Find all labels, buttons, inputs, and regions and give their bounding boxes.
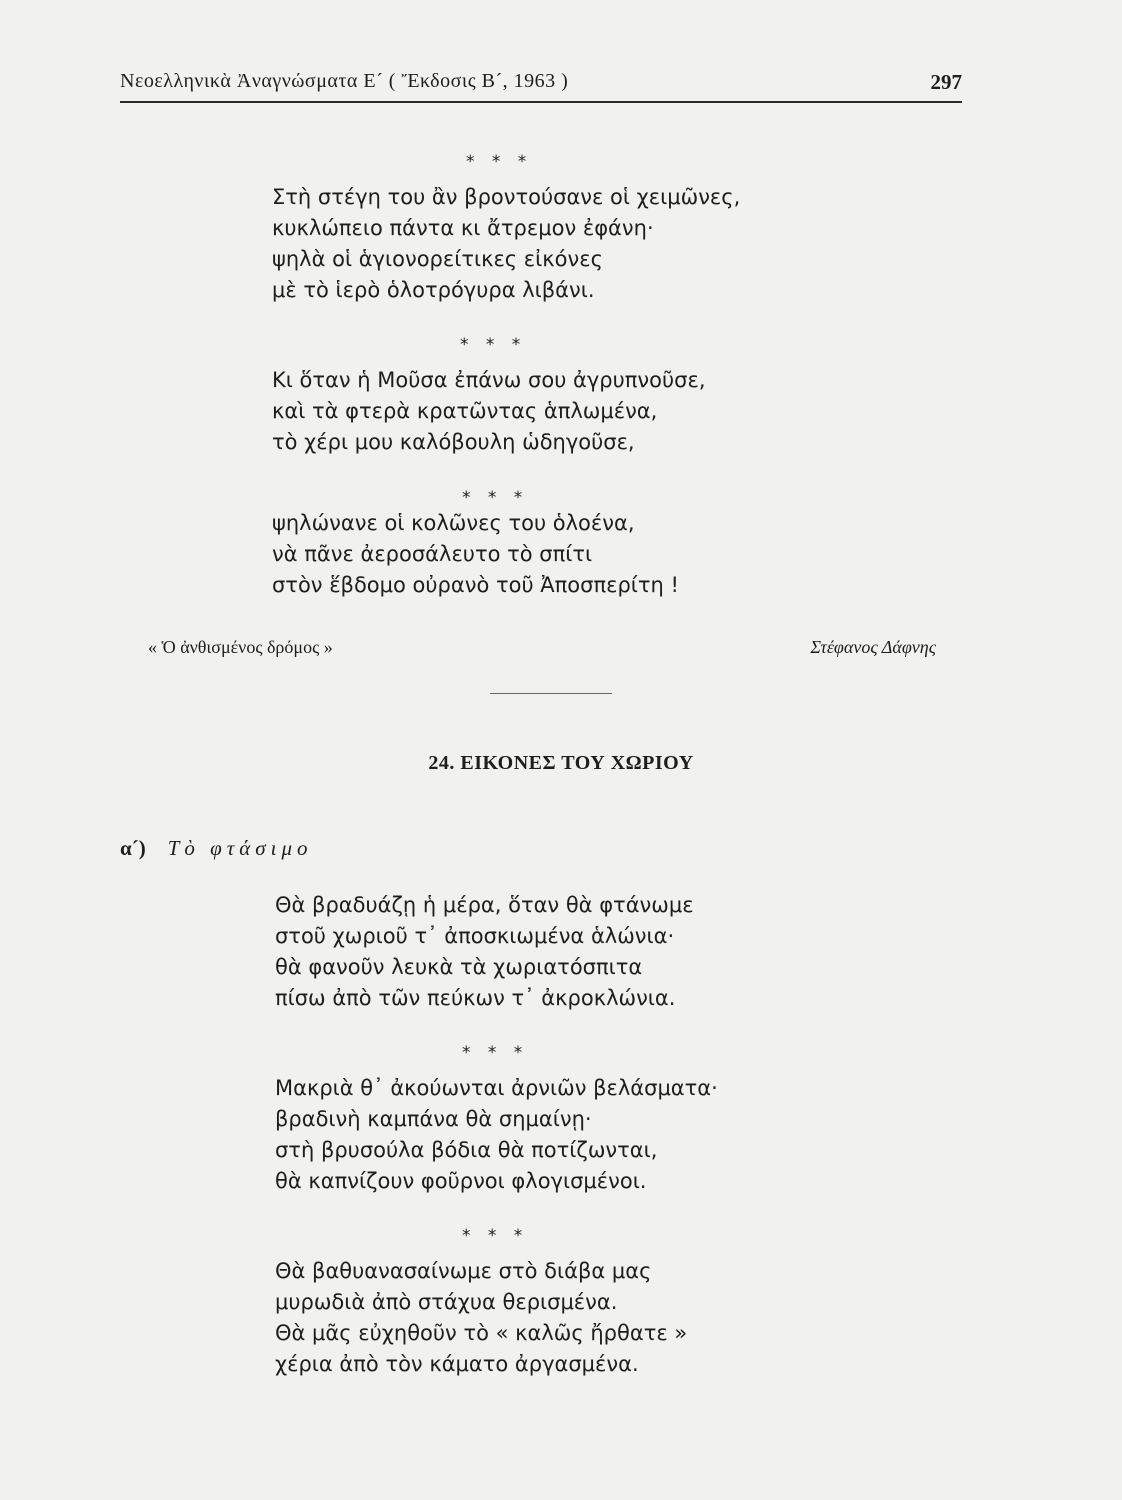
header-rule [120, 101, 962, 103]
verse-line: Κι ὅταν ἡ Μοῦσα ἐπάνω σου ἀγρυπνοῦσε, [272, 368, 706, 392]
verse-line: καὶ τὰ φτερὰ κρατῶντας ἁπλωμένα, [272, 399, 658, 423]
page-number: 297 [930, 70, 962, 94]
verse-line: μὲ τὸ ἱερὸ ὁλοτρόγυρα λιβάνι. [272, 278, 595, 302]
verse-line: Θὰ βραδυάζῃ ἡ μέρα, ὅταν θὰ φτάνωμε [275, 893, 694, 917]
verse-line: θὰ καπνίζουν φοῦρνοι φλογισμένοι. [275, 1169, 647, 1193]
book-title: Νεοελληνικὰ Ἀναγνώσματα Ε´ ( Ἔκδοσις Β´, 1963 ) [120, 70, 569, 92]
stanza [272, 365, 706, 458]
poem-author: Στέφανος Δάφνης [810, 637, 936, 657]
stanza-separator: * * * [462, 1043, 529, 1063]
verse-line: ψηλὰ οἱ ἁγιονορείτικες εἰκόνες [272, 247, 603, 271]
subsection-title: Τὸ φτάσιμο [167, 836, 313, 860]
verse-line: μυρωδιὰ ἀπὸ στάχυα θερισμένα. [275, 1290, 618, 1314]
verse-line: πίσω ἀπὸ τῶν πεύκων τ᾽ ἀκροκλώνια. [275, 986, 676, 1010]
subsection-heading [120, 836, 313, 861]
verse-line: νὰ πᾶνε ἀεροσάλευτο τὸ σπίτι [272, 542, 593, 566]
section-heading: 24. ΕΙΚΟΝΕΣ ΤΟΥ ΧΩΡΙΟΥ [428, 752, 694, 774]
stanza-separator: * * * [462, 1226, 529, 1246]
verse-line: στὸν ἕβδομο οὐρανὸ τοῦ Ἀποσπερίτη ! [272, 573, 679, 597]
verse-line: Στὴ στέγη του ἂν βροντούσανε οἱ χειμῶνες, [272, 185, 741, 209]
stanza [275, 1073, 718, 1197]
verse-line: Θὰ μᾶς εὐχηθοῦν τὸ « καλῶς ἤρθατε » [275, 1321, 688, 1345]
stanza-separator: * * * [462, 488, 529, 508]
poem-source: « Ὁ ἀνθισμένος δρόμος » [148, 637, 333, 657]
stanza [275, 890, 694, 1014]
verse-line: στὴ βρυσούλα βόδια θὰ ποτίζωνται, [275, 1138, 658, 1162]
stanza-separator: * * * [466, 152, 533, 172]
verse-line: χέρια ἀπὸ τὸν κάματο ἀργασμένα. [275, 1352, 639, 1376]
section-divider [490, 693, 612, 694]
stanza [275, 1256, 687, 1380]
verse-line: στοῦ χωριοῦ τ᾽ ἀποσκιωμένα ἁλώνια· [275, 924, 675, 948]
verse-line: ψηλώνανε οἱ κολῶνες του ὁλοένα, [272, 511, 635, 535]
stanza [272, 182, 740, 306]
verse-line: βραδινὴ καμπάνα θὰ σημαίνῃ· [275, 1107, 592, 1131]
stanza [272, 508, 679, 601]
verse-line: Θὰ βαθυανασαίνωμε στὸ διάβα μας [275, 1259, 652, 1283]
verse-line: κυκλώπειο πάντα κι ἄτρεμον ἐφάνη· [272, 216, 654, 240]
page-header [120, 70, 962, 100]
verse-line: τὸ χέρι μου καλόβουλη ὡδηγοῦσε, [272, 430, 635, 454]
verse-line: Μακριὰ θ᾽ ἀκούωνται ἀρνιῶν βελάσματα· [275, 1076, 718, 1100]
subsection-number: α´) [120, 836, 146, 860]
verse-line: θὰ φανοῦν λευκὰ τὰ χωριατόσπιτα [275, 955, 643, 979]
stanza-separator: * * * [460, 335, 527, 355]
